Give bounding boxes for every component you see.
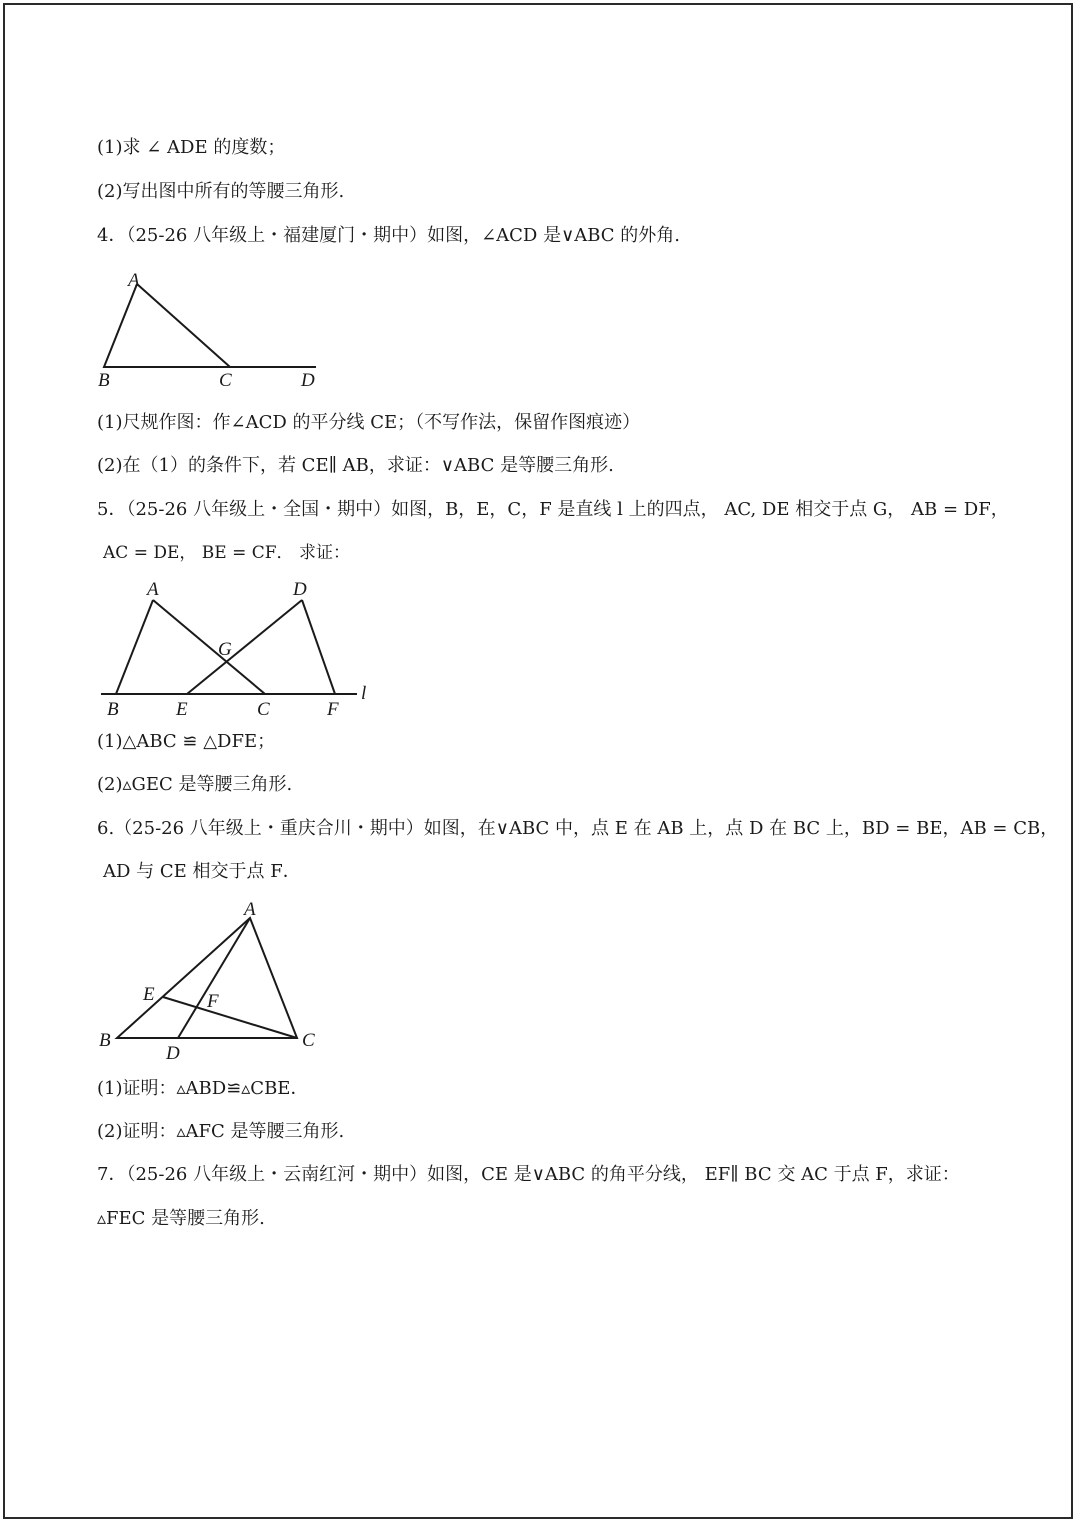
q5-label-e: E [176, 699, 188, 720]
q5-segment-de [187, 600, 302, 694]
q6-label-b: B [99, 1030, 111, 1051]
q4-label-a: A [128, 270, 140, 291]
q6-segment-ce [163, 997, 297, 1038]
q5-label-a: A [147, 579, 159, 600]
q4-triangle [104, 284, 230, 367]
q6-part1: (1)证明：▵ABD≌▵CBE． [97, 1078, 309, 1099]
q5-label-b: B [107, 699, 119, 720]
q6-label-d: D [166, 1043, 180, 1064]
q5-label-c: C [257, 699, 270, 720]
q5-part1: (1)△ABC ≌ △DFE； [97, 731, 276, 752]
q5-segment-df [302, 600, 335, 694]
q6-label-f: F [207, 991, 219, 1012]
q6-stem: 6.（25-26 八年级上・重庆合川・期中）如图，在∨ABC 中，点 E 在 AB 上，点 D 在 BC 上，BD = BE，AB = CB， [97, 818, 1059, 839]
q6-triangle-abc [117, 918, 297, 1038]
q5-part2: (2)▵GEC 是等腰三角形. [97, 774, 293, 795]
q5-stem: 5．（25-26 八年级上・全国・期中）如图，B，E，C，F 是直线 l 上的四点， AC, DE 相交于点 G， AB = DF， [97, 499, 1009, 520]
q6-label-c: C [302, 1030, 315, 1051]
q5-figure [95, 575, 385, 725]
q6-label-e: E [143, 984, 155, 1005]
q4-label-c: C [219, 370, 232, 391]
q4-part2: (2)在（1）的条件下，若 CE∥ AB，求证：∨ABC 是等腰三角形. [97, 455, 614, 476]
q3-part1: (1)求 ∠ ADE 的度数； [97, 137, 286, 158]
q7-stem2: ▵FEC 是等腰三角形. [97, 1208, 265, 1229]
q3-part2: (2)写出图中所有的等腰三角形. [97, 181, 345, 202]
q4-part1: (1)尺规作图：作∠ACD 的平分线 CE；（不写作法，保留作图痕迹） [97, 412, 641, 433]
q6-part2: (2)证明：▵AFC 是等腰三角形. [97, 1121, 345, 1142]
q5-segment-ac [153, 600, 265, 694]
q5-label-g: G [218, 639, 232, 660]
q5-label-d: D [293, 579, 307, 600]
q5-label-l: l [361, 683, 367, 704]
q4-label-d: D [301, 370, 315, 391]
q6-label-a: A [244, 899, 256, 920]
q5-label-f: F [327, 699, 339, 720]
q4-label-b: B [98, 370, 110, 391]
q5-segment-ab [116, 600, 153, 694]
q5-stem2: AC = DE， BE = CF． 求证： [103, 543, 350, 563]
q6-figure [92, 893, 332, 1063]
q4-figure [90, 262, 340, 392]
q4-stem: 4．（25-26 八年级上・福建厦门・期中）如图，∠ACD 是∨ABC 的外角. [97, 225, 681, 246]
q7-stem: 7．（25-26 八年级上・云南红河・期中）如图，CE 是∨ABC 的角平分线， EF∥ BC 交 AC 于点 F，求证： [97, 1164, 960, 1185]
q6-stem2: AD 与 CE 相交于点 F． [103, 861, 301, 882]
